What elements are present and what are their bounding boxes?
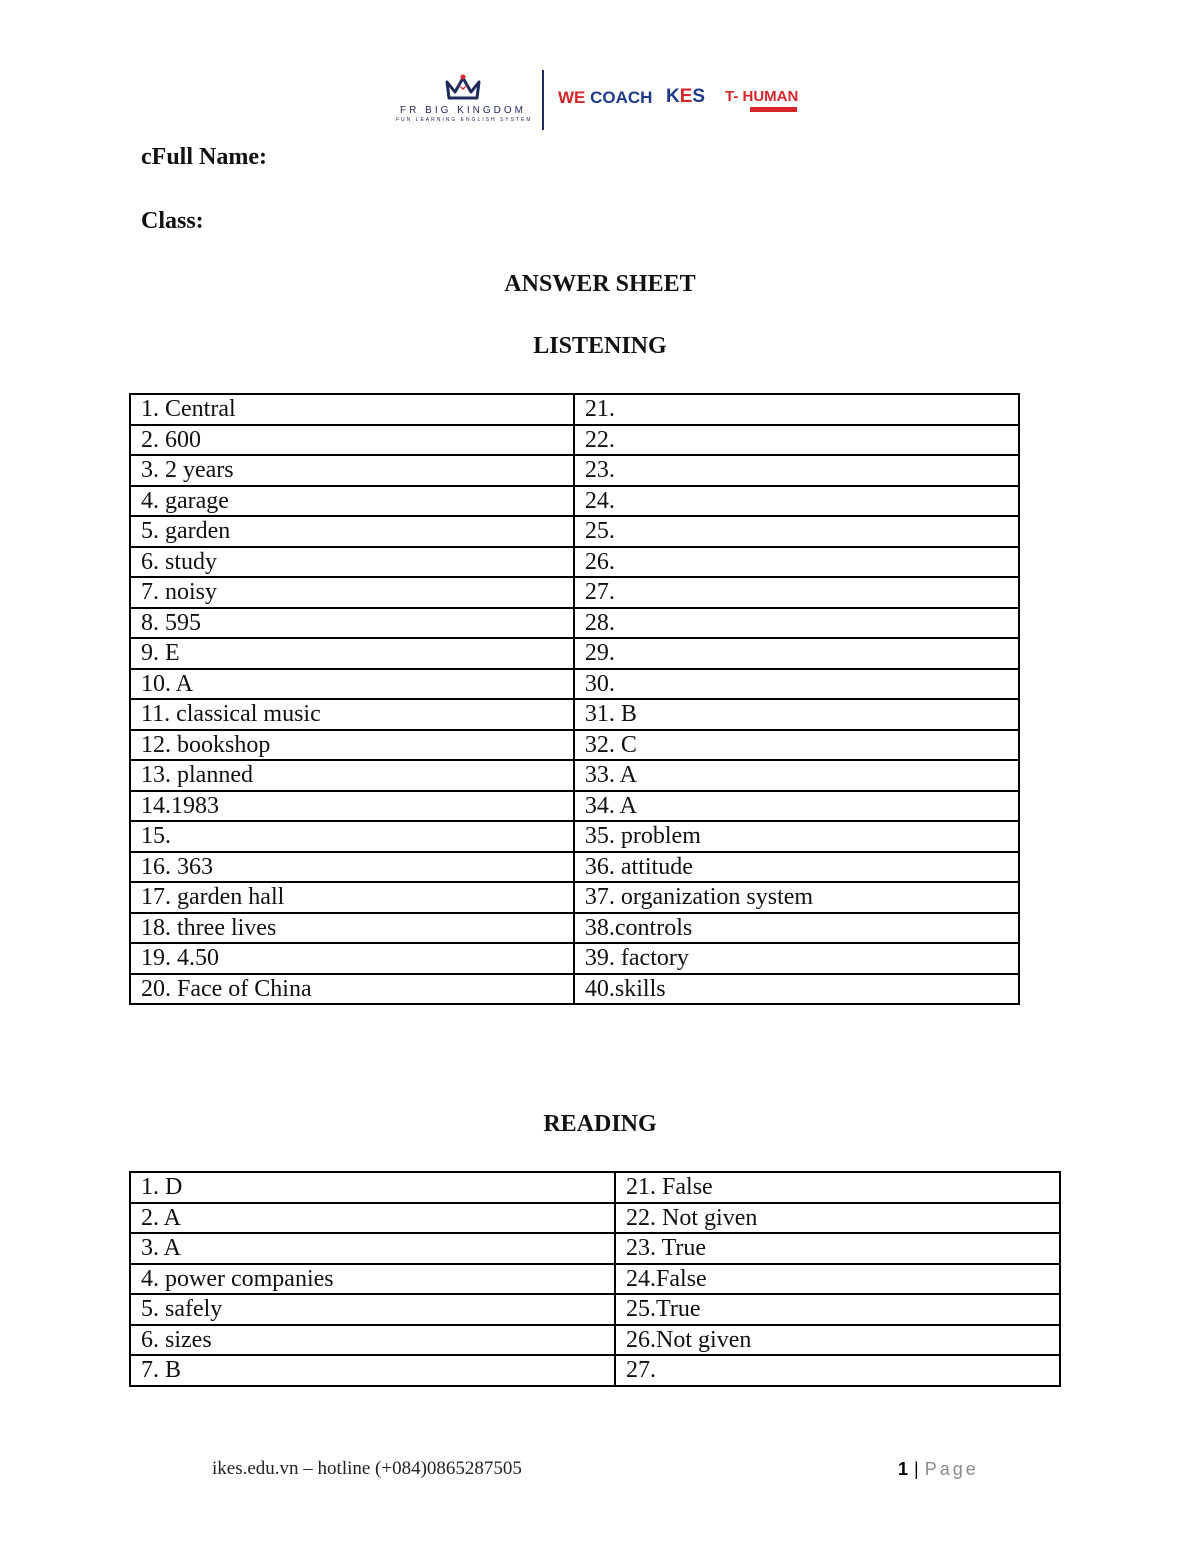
answer-cell: 19. 4.50 [130, 943, 574, 974]
answer-cell: 7. noisy [130, 577, 574, 608]
answer-cell: 3. 2 years [130, 455, 574, 486]
answer-row [130, 1355, 1060, 1386]
answer-row [130, 913, 1019, 944]
answer-row [130, 1172, 1060, 1203]
answer-row [130, 974, 1019, 1005]
listening-table [129, 393, 1020, 1005]
answer-cell: 6. study [130, 547, 574, 578]
answer-cell: 30. [574, 669, 1019, 700]
answer-row [130, 547, 1019, 578]
wecoach-logo [558, 88, 652, 108]
answer-row [130, 1203, 1060, 1234]
answer-cell: 27. [615, 1355, 1060, 1386]
answer-row [130, 821, 1019, 852]
footer-page-indicator [898, 1459, 979, 1480]
answer-cell: 14.1983 [130, 791, 574, 822]
answer-row [130, 394, 1019, 425]
answer-row [130, 1264, 1060, 1295]
answer-row [130, 577, 1019, 608]
answer-cell: 4. garage [130, 486, 574, 517]
big-kingdom-logo [396, 74, 533, 130]
kes-e: E [679, 86, 693, 107]
answer-cell: 11. classical music [130, 699, 574, 730]
answer-cell: 10. A [130, 669, 574, 700]
wecoach-coach: COACH [590, 88, 653, 107]
answer-cell: 29. [574, 638, 1019, 669]
answer-cell: 39. factory [574, 943, 1019, 974]
reading-table [129, 1171, 1061, 1387]
kes-logo [666, 86, 705, 108]
answer-row [130, 486, 1019, 517]
answer-row [130, 1233, 1060, 1264]
t-human-logo: T- HUMAN [725, 88, 799, 105]
wecoach-we: WE [558, 88, 591, 107]
t-human-underline [750, 107, 797, 112]
answer-row [130, 760, 1019, 791]
reading-heading: READING [543, 1111, 657, 1137]
page-separator: | [914, 1459, 919, 1479]
answer-cell: 21. [574, 394, 1019, 425]
answer-cell: 32. C [574, 730, 1019, 761]
listening-heading: LISTENING [533, 333, 667, 359]
answer-cell: 25. [574, 516, 1019, 547]
answer-cell: 26. [574, 547, 1019, 578]
answer-row [130, 943, 1019, 974]
answer-row [130, 608, 1019, 639]
answer-cell: 22. Not given [615, 1203, 1060, 1234]
answer-cell: 33. A [574, 760, 1019, 791]
answer-cell: 26.Not given [615, 1325, 1060, 1356]
answer-cell: 3. A [130, 1233, 615, 1264]
header-logos [0, 68, 1200, 132]
logo-divider [542, 70, 544, 130]
answer-cell: 37. organization system [574, 882, 1019, 913]
answer-cell: 20. Face of China [130, 974, 574, 1005]
answer-row [130, 791, 1019, 822]
answer-cell: 6. sizes [130, 1325, 615, 1356]
answer-row [130, 455, 1019, 486]
page-label: Page [924, 1459, 979, 1479]
answer-cell: 34. A [574, 791, 1019, 822]
answer-cell: 2. A [130, 1203, 615, 1234]
answer-cell: 23. [574, 455, 1019, 486]
big-kingdom-wordmark: FR BIG KINGDOM [400, 105, 526, 116]
answer-row [130, 669, 1019, 700]
answer-cell: 31. B [574, 699, 1019, 730]
answer-cell: 16. 363 [130, 852, 574, 883]
answer-row [130, 882, 1019, 913]
answer-row [130, 425, 1019, 456]
answer-cell: 12. bookshop [130, 730, 574, 761]
answer-cell: 22. [574, 425, 1019, 456]
answer-row [130, 1294, 1060, 1325]
answer-cell: 1. D [130, 1172, 615, 1203]
answer-row [130, 730, 1019, 761]
class-label: Class: [141, 208, 204, 234]
answer-cell: 40.skills [574, 974, 1019, 1005]
answer-cell: 4. power companies [130, 1264, 615, 1295]
answer-cell: 35. problem [574, 821, 1019, 852]
answer-cell: 23. True [615, 1233, 1060, 1264]
answer-cell: 15. [130, 821, 574, 852]
answer-cell: 21. False [615, 1172, 1060, 1203]
answer-cell: 7. B [130, 1355, 615, 1386]
answer-row [130, 1325, 1060, 1356]
answer-cell: 38.controls [574, 913, 1019, 944]
answer-cell: 17. garden hall [130, 882, 574, 913]
big-kingdom-tagline: FUN LEARNING ENGLISH SYSTEM [396, 117, 533, 123]
answer-cell: 25.True [615, 1294, 1060, 1325]
answer-row [130, 516, 1019, 547]
answer-cell: 27. [574, 577, 1019, 608]
answer-cell: 5. garden [130, 516, 574, 547]
kes-k: K [666, 86, 680, 107]
answer-row [130, 852, 1019, 883]
answer-cell: 1. Central [130, 394, 574, 425]
answer-cell: 28. [574, 608, 1019, 639]
answer-cell: 36. attitude [574, 852, 1019, 883]
answer-cell: 13. planned [130, 760, 574, 791]
page-number: 1 [898, 1459, 909, 1479]
footer-contact: ikes.edu.vn – hotline (+084)0865287505 [212, 1458, 522, 1479]
answer-row [130, 638, 1019, 669]
full-name-label: cFull Name: [141, 144, 267, 170]
answer-cell: 9. E [130, 638, 574, 669]
crown-icon [443, 74, 483, 102]
answer-cell: 8. 595 [130, 608, 574, 639]
answer-cell: 24. [574, 486, 1019, 517]
answer-cell: 5. safely [130, 1294, 615, 1325]
kes-s: S [692, 86, 706, 107]
answer-cell: 24.False [615, 1264, 1060, 1295]
answer-cell: 2. 600 [130, 425, 574, 456]
answer-sheet-title: ANSWER SHEET [504, 271, 696, 297]
answer-row [130, 699, 1019, 730]
answer-cell: 18. three lives [130, 913, 574, 944]
